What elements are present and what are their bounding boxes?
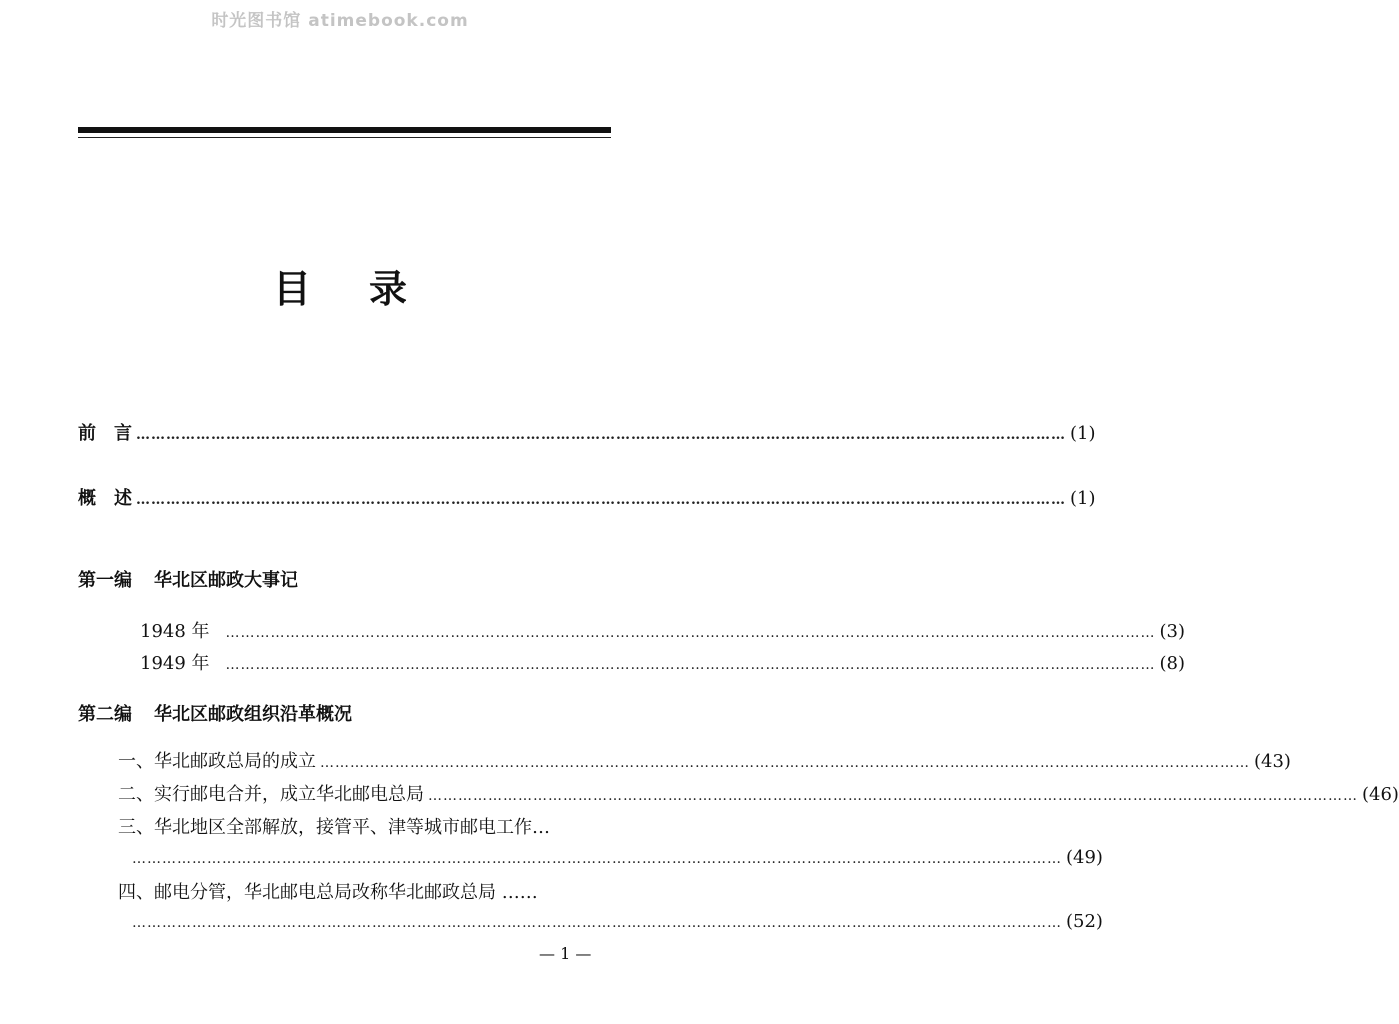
- toc-entry-page: (1): [1070, 488, 1096, 509]
- dot-leader: ……………………………………………………………………………………………………………………………………………………………………: [225, 657, 1156, 673]
- toc-entry-page: (46): [1362, 784, 1399, 805]
- header-rule-thin: [78, 137, 611, 138]
- toc-entry-1948[interactable]: [140, 617, 1186, 643]
- toc-entry-preface[interactable]: [78, 419, 1096, 445]
- header-rule-thick: [78, 127, 611, 133]
- part-2-number: 第二编: [78, 704, 132, 725]
- dot-leader: ……………………………………………………………………………………………………………………………………………………………………: [132, 851, 1062, 867]
- part-1-title: 华北区邮政大事记: [154, 570, 298, 591]
- toc-entry-2-3-label[interactable]: 三、华北地区全部解放，接管平、津等城市邮电工作…: [118, 817, 550, 838]
- toc-entry-label: 概 述: [78, 488, 132, 509]
- toc-entry-2-3[interactable]: [132, 847, 1103, 868]
- toc-entry-2-2[interactable]: [118, 780, 1399, 806]
- toc-entry-1949[interactable]: [140, 649, 1186, 675]
- part-2-heading[interactable]: [78, 700, 352, 726]
- page-title: 目录: [272, 266, 465, 311]
- dot-leader: ……………………………………………………………………………………………………………………………………………………………………: [320, 755, 1250, 771]
- dot-leader: ……………………………………………………………………………………………………………………………………………………………………: [132, 915, 1062, 931]
- dot-leader: ……………………………………………………………………………………………………………………………………………………………………: [136, 492, 1066, 508]
- toc-entry-page: (52): [1066, 911, 1103, 932]
- toc-entry-label: 前 言: [78, 423, 132, 444]
- toc-entry-label: 二、实行邮电合并，成立华北邮电总局: [118, 784, 424, 805]
- part-2-title: 华北区邮政组织沿革概况: [154, 704, 352, 725]
- toc-entry-label: 1949 年: [140, 653, 210, 674]
- dot-leader: ……………………………………………………………………………………………………………………………………………………………………: [428, 788, 1358, 804]
- part-1-heading[interactable]: [78, 566, 298, 592]
- toc-entry-page: (43): [1254, 751, 1291, 772]
- toc-entry-page: (8): [1159, 653, 1186, 674]
- watermark: 时光图书馆 atimebook.com: [211, 11, 469, 31]
- toc-entry-2-1[interactable]: [118, 747, 1291, 773]
- toc-entry-label: 1948 年: [140, 621, 210, 642]
- toc-entry-label: 一、华北邮政总局的成立: [118, 751, 316, 772]
- toc-entry-2-4-label[interactable]: 四、邮电分管，华北邮电总局改称华北邮政总局 ……: [118, 882, 538, 903]
- toc-entry-2-4[interactable]: [132, 911, 1103, 932]
- toc-entry-page: (1): [1070, 423, 1096, 444]
- part-1-number: 第一编: [78, 570, 132, 591]
- toc-entry-page: (49): [1066, 847, 1103, 868]
- page-number: — 1 —: [539, 944, 592, 963]
- dot-leader: ……………………………………………………………………………………………………………………………………………………………………: [225, 625, 1156, 641]
- toc-entry-overview[interactable]: [78, 484, 1096, 510]
- dot-leader: ……………………………………………………………………………………………………………………………………………………………………: [136, 427, 1066, 443]
- toc-entry-page: (3): [1159, 621, 1186, 642]
